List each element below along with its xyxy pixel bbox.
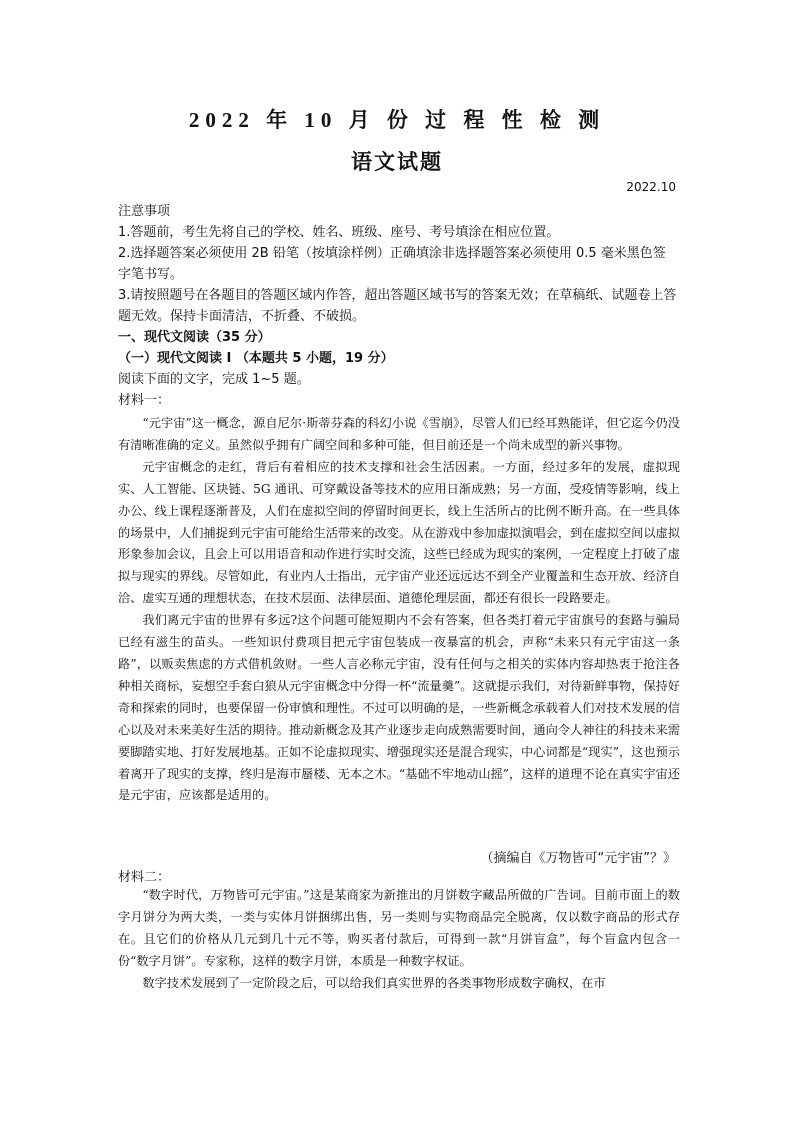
- paragraph: 元宇宙概念的走红，背后有着相应的技术支撑和社会生活因素。一方面，经过多年的发展，虚拟现实、人工智能、区块链、5G 通讯、可穿戴设备等技术的应用日渐成熟；另一方面，受疫情等影响，线上办公、线上课程逐渐普及，人们在虚拟空间的停留时间更长，线上生活所占的比例不断升高。在一些具体的场景中，人们捕捉到元宇宙可能给生活带来的改变。从在游戏中参加虚拟演唱会，到在虚拟空间以虚拟形象参加会议，且会上可以用语音和动作进行实时交流，这些已经成为现实的案例，一定程度上打破了虚拟与现实的界线。尽管如此，有业内人士指出，元宇宙产业还远远达不到全产业覆盖和生态开放、经济自洽、虚实互通的理想状态，在技术层面、法律层面、道德伦理层面，都还有很长一段路要走。: [118, 459, 680, 606]
- notice-item-2: 2.选择题答案必须使用 2B 铅笔（按填涂样例）正确填涂非选择题答案必须使用 0.5 毫米黑色签字笔书写。: [118, 246, 666, 282]
- paragraph: 我们离元宇宙的世界有多远?这个问题可能短期内不会有答案，但各类打着元宇宙旗号的套路与骗局已经有滋生的苗头。一些知识付费项目把元宇宙包装成一夜暴富的机会，声称“未来只有元宇宙这一条路”，以贩卖焦虑的方式借机敛财。一些人言必称元宇宙，没有任何与之相关的实体内容却热衷于抢注各种相关商标，妄想空手套白狼从元宇宙概念中分得一杯“流量羹”。这就提示我们，对待新鲜事物，保持好奇和探索的同时，也要保留一份审慎和理性。不过可以明确的是，一些新概念承载着人们对技术发展的信心以及对未来美好生活的期待。推动新概念及其产业逐步走向成熟需要时间，通向令人神往的科技未来需要脚踏实地、打好发展地基。正如不论虚拟现实、增强现实还是混合现实，中心词都是“现实”，这也预示着离开了现实的支撑，终归是海市蜃楼、无本之木。“基础不牢地动山摇”，这样的道理不论在真实宇宙还是元宇宙，应该都是适用的。: [118, 613, 680, 803]
- material2-text: [118, 885, 680, 995]
- paragraph: “数字时代，万物皆可元宇宙。”这是某商家为新推出的月饼数字藏品所做的广告词。目前市面上的数字月饼分为两大类，一类与实体月饼捆绑出售，另一类则与实物商品完全脱离，仅以数字商品的形式存在。且它们的价格从几元到几十元不等，购买者付款后，可得到一款“月饼盲盒”，每个盲盒内包含一份“数字月饼”。专家称，这样的数字月饼，本质是一种数字权证。: [118, 888, 680, 968]
- exam-date: 2022.10: [626, 180, 676, 194]
- paragraph: “元宇宙”这一概念，源自尼尔·斯蒂芬森的科幻小说《雪崩》，尽管人们已经耳熟能详，但它迄今仍没有清晰准确的定义。虽然似乎拥有广阔空间和多种可能，但目前还是一个尚未成型的新兴事物。: [118, 416, 680, 452]
- reading-instruction: 阅读下面的文字，完成 1~5 题。: [118, 372, 310, 387]
- notice-block: [118, 201, 678, 411]
- material1-label: 材料一：: [118, 393, 171, 408]
- notice-item-1: 1.答题前，考生先将自己的学校、姓名、班级、座号、考号填涂在相应位置。: [118, 225, 560, 240]
- material1-text: [118, 413, 680, 807]
- material1-source: （摘编自《万物皆可“元宇宙”？》: [480, 851, 676, 866]
- exam-subtitle: 语文试题: [351, 149, 443, 174]
- subsection-heading: （一）现代文阅读 I （本题共 5 小题，19 分）: [118, 351, 394, 366]
- section-heading: 一、现代文阅读（35 分）: [118, 330, 271, 345]
- exam-title: 2022 年 10 月 份 过 程 性 检 测: [188, 108, 606, 132]
- material2-label: 材料二：: [118, 870, 171, 885]
- paragraph: 数字技术发展到了一定阶段之后，可以给我们真实世界的各类事物形成数字确权，在市: [142, 975, 606, 990]
- notice-item-3: 3.请按照题号在各题目的答题区域内作答，超出答题区域书写的答案无效；在草稿纸、试题卷上答题无效。保持卡面清洁，不折叠、不破损。: [118, 288, 677, 324]
- notice-heading: 注意事项: [118, 204, 171, 219]
